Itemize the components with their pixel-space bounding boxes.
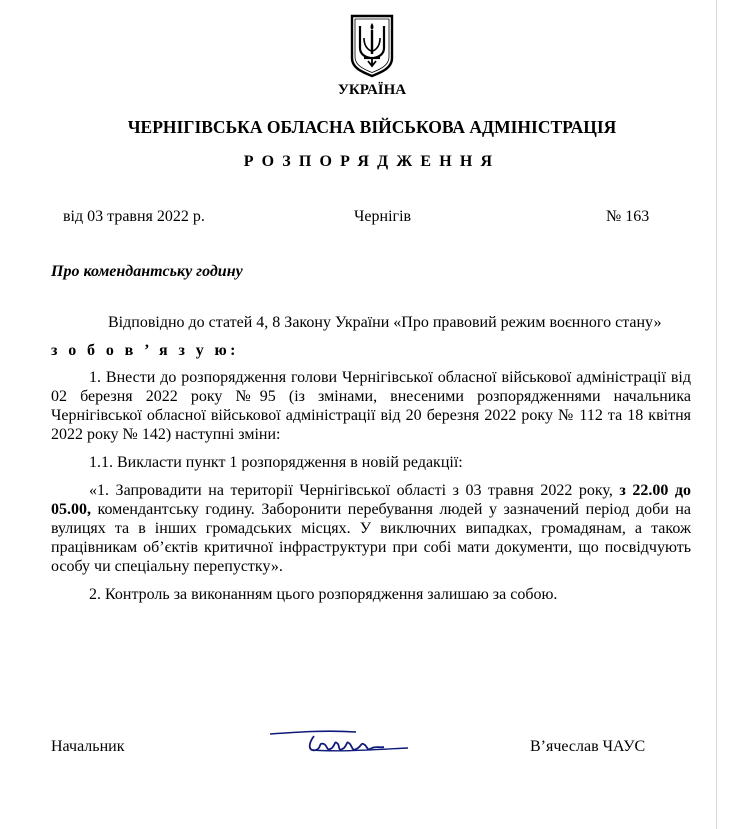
item-1-paragraph: 1. Внести до розпорядження голови Чернігівської обласної військової адміністрації від 02 березня 2022 року №95 (із змінами, внесеними розпорядженнями начальника Чернігівської обласної військової адміністрації від 20 березня 2022 року № 112 та 18 квітня 2022 року № 142) наступні зміни: — [51, 369, 691, 443]
basis-paragraph: Відповідно до статей 4, 8 Закону України «Про правовий режим воєнного стану» — [108, 314, 662, 331]
item-2-paragraph: 2. Контроль за виконанням цього розпорядження залишаю за собою. — [89, 586, 558, 603]
decree-word: з о б о в ’ я з у ю: — [51, 342, 239, 359]
document-date: від 03 травня 2022 р. — [63, 208, 205, 225]
document-city: Чернігів — [354, 208, 412, 225]
quoted-text-paragraph — [51, 481, 691, 576]
signer-position: Начальник — [51, 738, 125, 755]
handwritten-signature — [268, 728, 413, 758]
item-1-1-paragraph: 1.1. Викласти пункт 1 розпорядження в новій редакції: — [89, 454, 463, 471]
signer-name: В’ячеслав ЧАУС — [530, 738, 646, 755]
document-subject: Про комендантську годину — [51, 263, 243, 280]
quote-start-text: «1. Запровадити на території Чернігівської області з 03 травня 2022 року, — [89, 482, 620, 499]
quote-end-text: комендантську годину. Заборонити перебування людей у зазначений період доби на вулицях та в інших громадських місцях. У виключних випадках, громадянам, а також працівникам об’єктів критичної інфраструктури при собі мати документи, що посвідчують особу чи спеціальну перепустку». — [51, 501, 691, 575]
authority-name: ЧЕРНІГІВСЬКА ОБЛАСНА ВІЙСЬКОВА АДМІНІСТРАЦІЯ — [127, 117, 617, 137]
document-body — [51, 313, 691, 604]
document-type: РОЗПОРЯДЖЕННЯ — [243, 153, 501, 170]
country-name: УКРАЇНА — [337, 82, 407, 98]
coat-of-arms-icon — [350, 14, 394, 78]
curfew-hours: з 22.00 до 05.00, — [51, 482, 691, 518]
document-number: № 163 — [606, 208, 650, 225]
